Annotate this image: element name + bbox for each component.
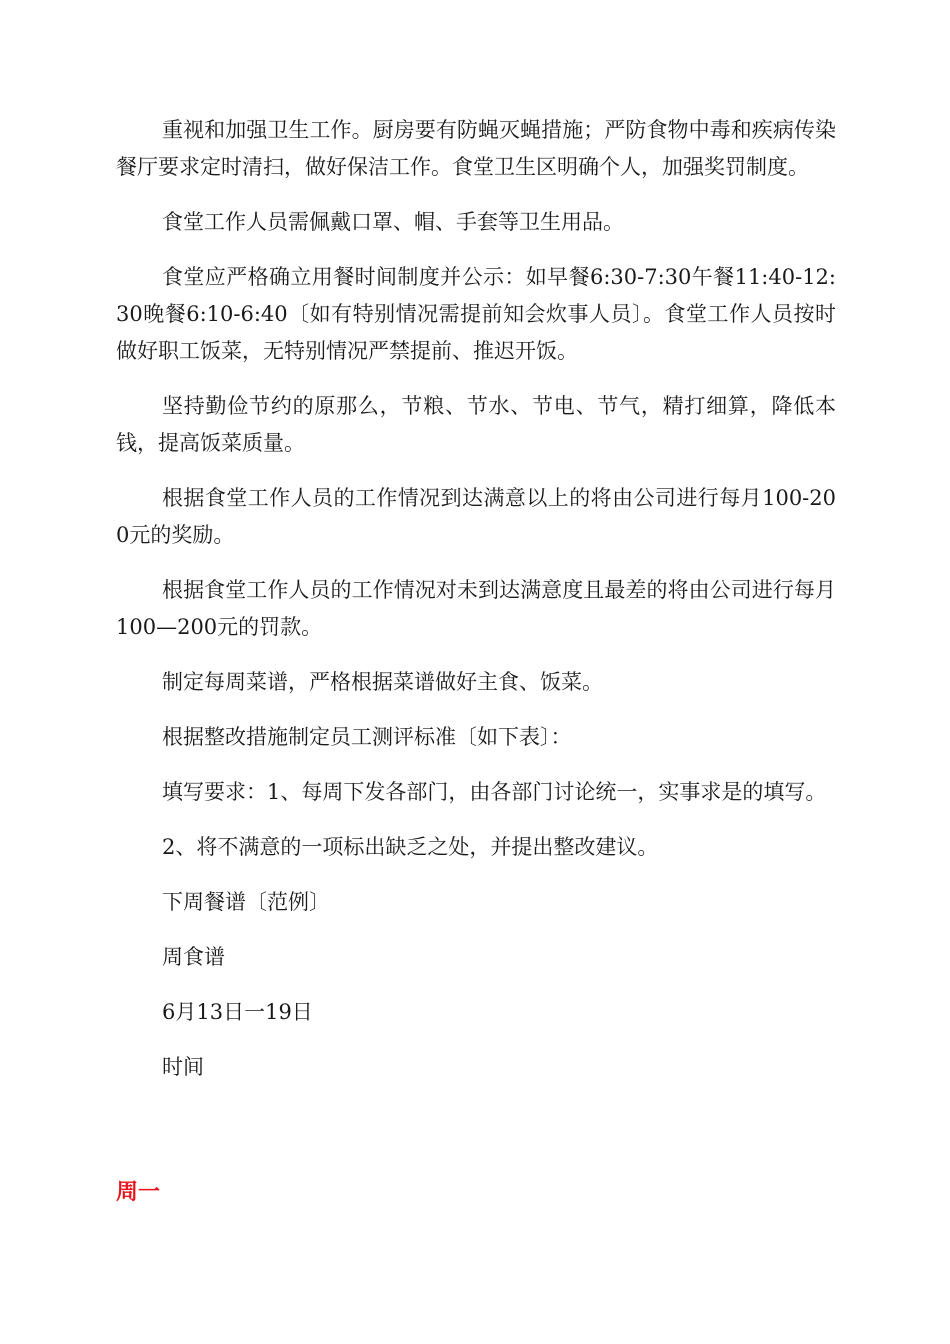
- paragraph-time-label: 时间: [162, 1055, 204, 1079]
- section-heading-monday: 周一: [116, 1180, 161, 1205]
- paragraph-improvement: 2、将不满意的一项标出缺乏之处，并提出整改建议。: [162, 835, 659, 859]
- paragraph-staff-supplies: 食堂工作人员需佩戴口罩、帽、手套等卫生用品。: [162, 210, 624, 234]
- document-body: [116, 112, 836, 1104]
- paragraph-fill-requirement: 填写要求：1、每周下发各部门，由各部门讨论统一，实事求是的填写。: [162, 780, 827, 804]
- paragraph-week-menu-title: 周食谱: [162, 945, 225, 969]
- paragraph-evaluation-standard: 根据整改措施制定员工测评标准〔如下表〕：: [162, 725, 572, 749]
- paragraph-next-week-menu: 下周餐谱〔范例〕: [162, 890, 330, 914]
- paragraph-meal-times: 食堂应严格确立用餐时间制度并公示：如早餐6:30-7:30午餐11:40-12:30晚餐6:10-6:40〔如有特别情况需提前知会炊事人员〕。食堂工作人员按时做好职工饭菜，无特别情况严禁提前、推迟开饭。: [116, 265, 836, 363]
- paragraph-weekly-menu: 制定每周菜谱，严格根据菜谱做好主食、饭菜。: [162, 670, 603, 694]
- paragraph-reward: 根据食堂工作人员的工作情况到达满意以上的将由公司进行每月100-200元的奖励。: [116, 486, 836, 547]
- paragraph-penalty: 根据食堂工作人员的工作情况对未到达满意度且最差的将由公司进行每月100—200元的罚款。: [116, 578, 836, 639]
- paragraph-hygiene: 重视和加强卫生工作。厨房要有防蝇灭蝇措施；严防食物中毒和疾病传染餐厅要求定时清扫，做好保洁工作。食堂卫生区明确个人，加强奖罚制度。: [116, 118, 836, 179]
- paragraph-thrift: 坚持勤俭节约的原那么，节粮、节水、节电、节气，精打细算，降低本钱，提高饭菜质量。: [116, 394, 836, 455]
- paragraph-date-range: 6月13日一19日: [162, 1000, 313, 1024]
